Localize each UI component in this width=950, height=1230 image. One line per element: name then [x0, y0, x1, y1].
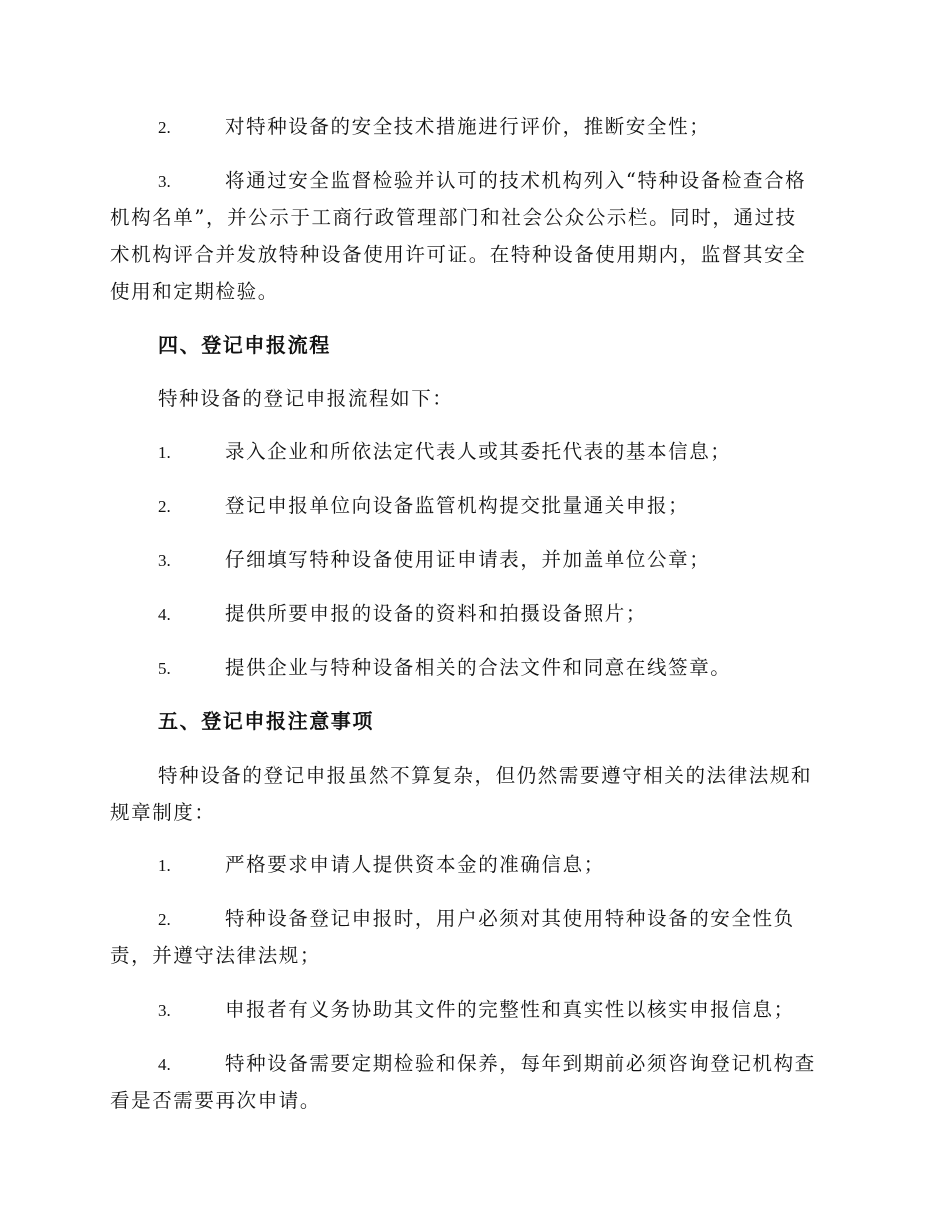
- list-text: 特种设备登记申报时，用户必须对其使用特种设备的安全性负: [225, 907, 795, 930]
- list-number: 2.: [158, 910, 171, 929]
- section-intro: 特种设备的登记申报流程如下：: [158, 387, 454, 410]
- list-item: [158, 846, 838, 884]
- list-number: 2.: [158, 118, 171, 137]
- list-text: 提供企业与特种设备相关的合法文件和同意在线签章。: [225, 656, 732, 679]
- list-item: [158, 162, 838, 200]
- section-intro-continuation: 规章制度：: [110, 801, 216, 824]
- section-intro: 特种设备的登记申报虽然不算复杂，但仍然需要遵守相关的法律法规和: [158, 764, 813, 787]
- list-text: 对特种设备的安全技术措施进行评价，推断安全性；: [225, 115, 711, 138]
- list-item: [158, 649, 838, 687]
- list-text: 仔细填写特种设备使用证申请表，并加盖单位公章；: [225, 548, 711, 571]
- list-item-continuation: 看是否需要再次申请。: [110, 1089, 322, 1112]
- list-item: [158, 900, 838, 938]
- list-text: 录入企业和所依法定代表人或其委托代表的基本信息；: [225, 440, 732, 463]
- list-item: [158, 991, 838, 1029]
- list-text: 申报者有义务协助其文件的完整性和真实性以核实申报信息；: [225, 998, 795, 1021]
- list-text: 特种设备需要定期检验和保养，每年到期前必须咨询登记机构查: [225, 1052, 816, 1075]
- list-item-continuation: 使用和定期检验。: [110, 280, 279, 303]
- list-number: 5.: [158, 659, 171, 678]
- list-number: 4.: [158, 1055, 171, 1074]
- list-text: 登记申报单位向设备监管机构提交批量通关申报；: [225, 494, 690, 517]
- list-item-continuation: 责，并遵守法律法规；: [110, 944, 322, 967]
- list-item: [158, 1045, 838, 1083]
- list-number: 3.: [158, 1001, 171, 1020]
- list-item: [158, 487, 838, 525]
- list-number: 1.: [158, 443, 171, 462]
- list-number: 4.: [158, 605, 171, 624]
- list-number: 1.: [158, 856, 171, 875]
- list-number: 3.: [158, 172, 171, 191]
- list-number: 2.: [158, 497, 171, 516]
- list-text: 提供所要申报的设备的资料和拍摄设备照片；: [225, 602, 648, 625]
- section-heading: 五、登记申报注意事项: [158, 709, 374, 733]
- list-number: 3.: [158, 551, 171, 570]
- list-item: [158, 595, 838, 633]
- section-heading: 四、登记申报流程: [158, 333, 331, 357]
- list-item-continuation: 术机构评合并发放特种设备使用许可证。在特种设备使用期内，监督其安全: [110, 243, 807, 266]
- list-text: 严格要求申请人提供资本金的准确信息；: [225, 853, 605, 876]
- list-item: [158, 108, 838, 146]
- list-item-continuation: 机构名单”，并公示于工商行政管理部门和社会公众公示栏。同时，通过技: [110, 206, 797, 229]
- list-item: [158, 541, 838, 579]
- list-text: 将通过安全监督检验并认可的技术机构列入“特种设备检查合格: [225, 169, 807, 192]
- list-item: [158, 433, 838, 471]
